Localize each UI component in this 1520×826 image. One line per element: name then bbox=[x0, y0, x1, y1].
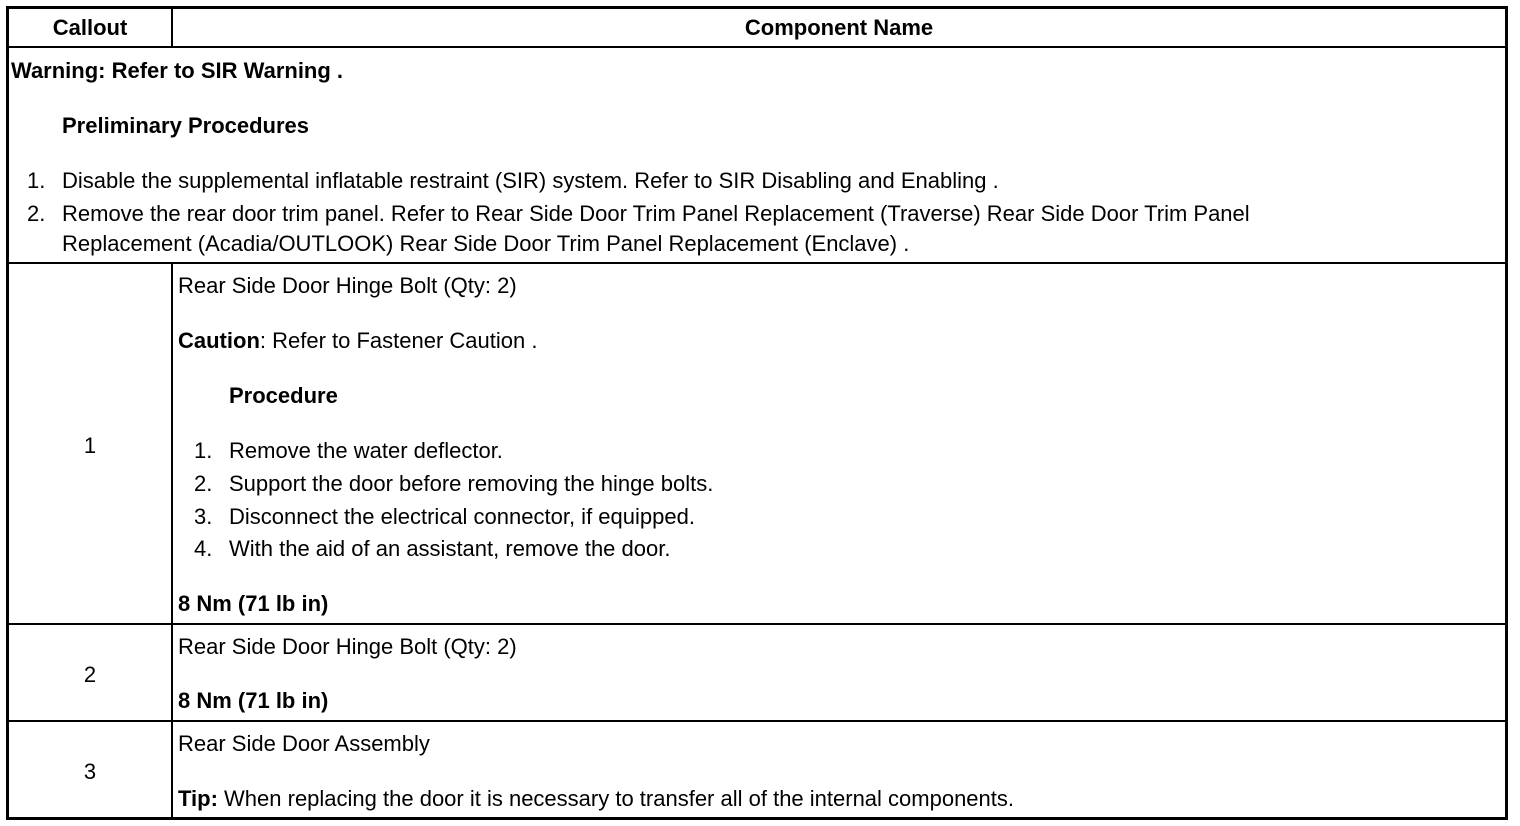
component-name: Rear Side Door Hinge Bolt (Qty: 2) bbox=[178, 634, 517, 659]
callout-number: 2 bbox=[83, 662, 97, 687]
rows-column-divider bbox=[171, 262, 173, 820]
row2-divider bbox=[9, 720, 1505, 722]
prelim-step-number: 2. bbox=[27, 201, 46, 226]
tip-label: Tip: bbox=[178, 786, 218, 811]
procedure-heading: Procedure bbox=[229, 383, 338, 408]
procedure-step-text: Remove the water deflector. bbox=[229, 438, 503, 463]
sir-warning: Warning: Refer to SIR Warning . bbox=[11, 58, 344, 83]
callout-number: 1 bbox=[83, 433, 97, 458]
torque-spec: 8 Nm (71 lb in) bbox=[178, 591, 329, 616]
callout-number: 3 bbox=[83, 759, 97, 784]
procedure-step-text: Disconnect the electrical connector, if equipped. bbox=[229, 504, 695, 529]
preliminary-heading: Preliminary Procedures bbox=[62, 113, 310, 138]
procedure-step-number: 3. bbox=[194, 504, 213, 529]
tip-note bbox=[178, 786, 1014, 812]
procedure-step-number: 1. bbox=[194, 438, 213, 463]
row1-divider bbox=[9, 623, 1505, 625]
prelim-step-text: Disable the supplemental inflatable restraint (SIR) system. Refer to SIR Disabling and Enabling . bbox=[62, 168, 999, 193]
callout-column-header: Callout bbox=[52, 15, 128, 40]
procedure-step-number: 2. bbox=[194, 471, 213, 496]
component-name: Rear Side Door Assembly bbox=[178, 731, 430, 756]
procedure-step-text: With the aid of an assistant, remove the door. bbox=[229, 536, 671, 561]
procedure-step-number: 4. bbox=[194, 536, 213, 561]
prelim-divider bbox=[9, 262, 1505, 264]
component-name: Rear Side Door Hinge Bolt (Qty: 2) bbox=[178, 273, 517, 298]
caution-label: Caution bbox=[178, 328, 260, 353]
component-name-column-header: Component Name bbox=[744, 15, 934, 40]
prelim-step-text-continued: Replacement (Acadia/OUTLOOK) Rear Side Door Trim Panel Replacement (Enclave) . bbox=[62, 231, 910, 256]
prelim-step-text: Remove the rear door trim panel. Refer to Rear Side Door Trim Panel Replacement (Traverse) Rear Side Door Trim Panel bbox=[62, 201, 1250, 226]
caution-note bbox=[178, 328, 537, 354]
header-divider bbox=[9, 46, 1505, 48]
component-table bbox=[6, 6, 1508, 820]
procedure-step-text: Support the door before removing the hinge bolts. bbox=[229, 471, 714, 496]
tip-text: When replacing the door it is necessary to transfer all of the internal components. bbox=[217, 786, 1015, 811]
torque-spec: 8 Nm (71 lb in) bbox=[178, 688, 329, 713]
prelim-step-number: 1. bbox=[27, 168, 46, 193]
caution-text: : Refer to Fastener Caution . bbox=[259, 328, 538, 353]
